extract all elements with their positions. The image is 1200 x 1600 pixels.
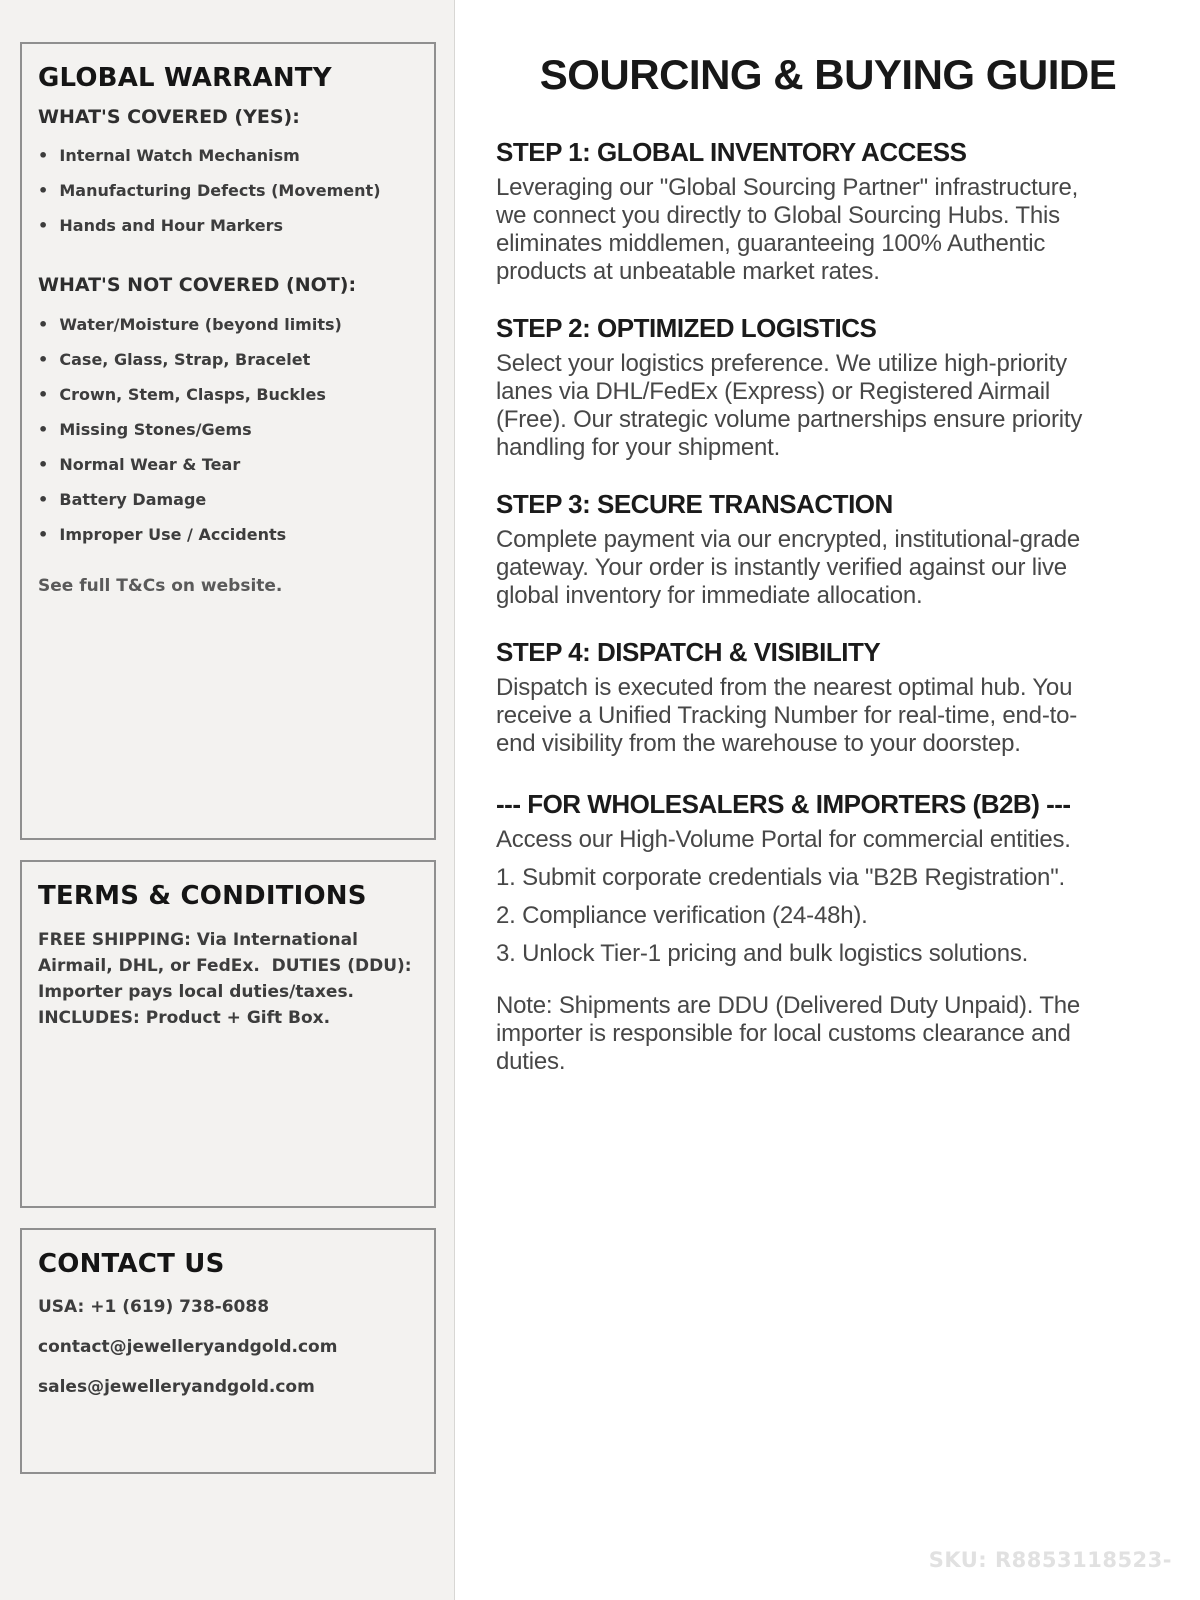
b2b-heading: --- FOR WHOLESALERS & IMPORTERS (B2B) ---: [496, 789, 1071, 819]
step-1-body: Leveraging our "Global Sourcing Partner" infrastructure, we connect you directly to Global Sourcing Hubs. This eliminates middlemen, guaranteeing 100% Authentic products at unbeatable market rates.: [496, 174, 1079, 285]
b2b-section: [496, 788, 1160, 1076]
contact-phone: USA: +1 (619) 738-6088: [38, 1296, 270, 1317]
covered-heading: WHAT'S COVERED (YES):: [38, 105, 300, 128]
not-covered-heading: WHAT'S NOT COVERED (NOT):: [38, 274, 357, 297]
b2b-intro: Access our High-Volume Portal for commercial entities.: [496, 826, 1071, 853]
sidebar: [0, 0, 455, 1600]
list-item: • Internal Watch Mechanism: [38, 145, 418, 167]
step-1-section: [496, 136, 1160, 286]
contact-panel: [20, 1228, 436, 1474]
b2b-note: Note: Shipments are DDU (Delivered Duty Unpaid). The importer is responsible for local customs clearance and duties.: [496, 992, 1081, 1075]
list-item: • Normal Wear & Tear: [38, 454, 418, 476]
warranty-footnote: See full T&Cs on website.: [38, 575, 283, 596]
list-item: • Water/Moisture (beyond limits): [38, 314, 418, 336]
b2b-item: 3. Unlock Tier-1 pricing and bulk logistics solutions.: [496, 940, 1029, 967]
main-content: [456, 0, 1200, 1600]
b2b-item: 2. Compliance verification (24-48h).: [496, 902, 868, 929]
list-item: • Manufacturing Defects (Movement): [38, 180, 418, 202]
contact-title: CONTACT US: [38, 1249, 225, 1279]
list-item: • Crown, Stem, Clasps, Buckles: [38, 384, 418, 406]
step-2-section: [496, 312, 1160, 462]
step-2-heading: STEP 2: OPTIMIZED LOGISTICS: [496, 313, 877, 343]
list-item: • Missing Stones/Gems: [38, 419, 418, 441]
list-item: • Hands and Hour Markers: [38, 215, 418, 237]
b2b-item: 1. Submit corporate credentials via "B2B Registration".: [496, 864, 1065, 891]
step-4-body: Dispatch is executed from the nearest optimal hub. You receive a Unified Tracking Number for real-time, end-to-end visibility from the warehouse to your doorstep.: [496, 674, 1078, 757]
page-title: SOURCING & BUYING GUIDE: [539, 51, 1117, 98]
warranty-panel: [20, 42, 436, 840]
not-covered-list: [38, 314, 418, 546]
contact-email: contact@jewelleryandgold.com: [38, 1336, 338, 1357]
list-item: • Case, Glass, Strap, Bracelet: [38, 349, 418, 371]
list-item: • Battery Damage: [38, 489, 418, 511]
step-3-body: Complete payment via our encrypted, institutional-grade gateway. Your order is instantly verified against our live global inventory for immediate allocation.: [496, 526, 1080, 609]
terms-body: FREE SHIPPING: Via International Airmail, DHL, or FedEx. DUTIES (DDU): Importer pays local duties/taxes. INCLUDES: Product + Gift Box.: [38, 929, 418, 1028]
terms-title: TERMS & CONDITIONS: [38, 881, 367, 911]
terms-panel: [20, 860, 436, 1208]
step-3-heading: STEP 3: SECURE TRANSACTION: [496, 489, 893, 519]
sales-email: sales@jewelleryandgold.com: [38, 1376, 315, 1397]
warranty-title: GLOBAL WARRANTY: [38, 63, 332, 93]
step-4-heading: STEP 4: DISPATCH & VISIBILITY: [496, 637, 881, 667]
step-3-section: [496, 488, 1160, 610]
covered-list: [38, 145, 418, 237]
step-4-section: [496, 636, 1160, 758]
step-2-body: Select your logistics preference. We utilize high-priority lanes via DHL/FedEx (Express) or Registered Airmail (Free). Our strategic volume partnerships ensure priority handling for your shipment.: [496, 350, 1083, 461]
sku-label: SKU: R8853118523-: [928, 1548, 1172, 1572]
step-1-heading: STEP 1: GLOBAL INVENTORY ACCESS: [496, 137, 967, 167]
list-item: • Improper Use / Accidents: [38, 524, 418, 546]
